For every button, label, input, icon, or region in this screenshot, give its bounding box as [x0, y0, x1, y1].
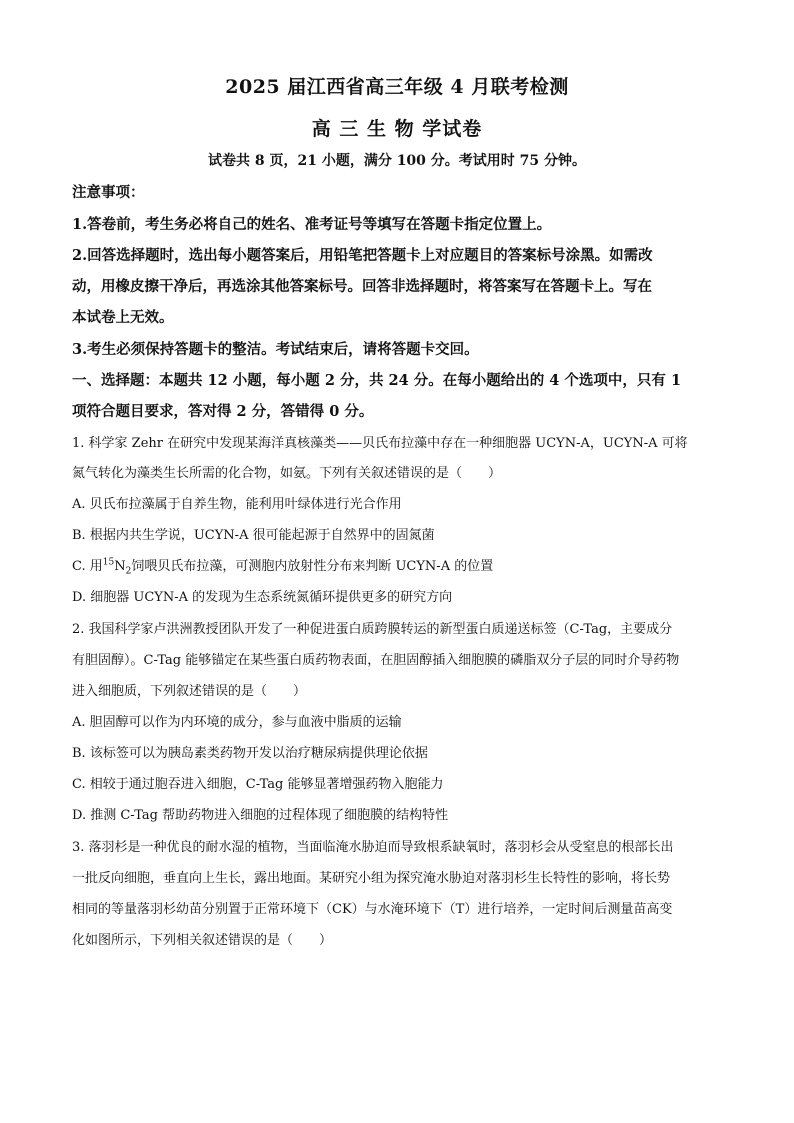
exam-title: 2025 届江西省高三年级 4 月联考检测 [225, 76, 569, 98]
q1-option-c [72, 555, 732, 577]
q2-option-b: B. 该标签可以为胰岛素类药物开发以治疗糖尿病提供理论依据 [72, 746, 428, 761]
q2-option-c: C. 相较于通过胞吞进入细胞，C-Tag 能够显著增强药物入胞能力 [72, 777, 444, 792]
note-item-2-line-1: 2.回答选择题时，选出每小题答案后，用铅笔把答题卡上对应题目的答案标号涂黑。如需改 [72, 247, 653, 264]
q2-stem-line-3: 进入细胞质，下列叙述错误的是（ ） [72, 684, 307, 699]
q3-stem-line-2: 一批反向细胞，垂直向上生长，露出地面。某研究小组为探究淹水胁迫对落羽杉生长特性的影响，将长势 [72, 871, 671, 886]
q3-stem-line-1: 3. 落羽杉是一种优良的耐水湿的植物，当面临淹水胁迫而导致根系缺氧时，落羽杉会从受窒息的根部长出 [72, 840, 674, 855]
q1-option-b: B. 根据内共生学说，UCYN-A 很可能起源于自然界中的固氮菌 [72, 528, 435, 543]
exam-info: 试卷共 8 页，21 小题，满分 100 分。考试用时 75 分钟。 [207, 153, 587, 169]
note-item-3: 3.考生必须保持答题卡的整洁。考试结束后，请将答题卡交回。 [72, 341, 479, 358]
q1-stem-line-1: 1. 科学家 Zehr 在研究中发现某海洋真核藻类——贝氏布拉藻中存在一种细胞器 UCYN-A，UCYN-A 可将 [72, 436, 688, 451]
section-1-heading-line-2: 项符合题目要求，答对得 2 分，答错得 0 分。 [72, 403, 374, 420]
note-item-2-line-3: 本试卷上无效。 [72, 309, 174, 326]
q3-stem-line-4: 化如图所示，下列相关叙述错误的是（ ） [72, 933, 333, 948]
note-item-1: 1.答卷前，考生务必将自己的姓名、准考证号等填写在答题卡指定位置上。 [72, 216, 552, 233]
q1-stem-line-2: 氮气转化为藻类生长所需的化合物，如氨。下列有关叙述错误的是（ ） [72, 466, 502, 481]
q1-option-d: D. 细胞器 UCYN-A 的发现为生态系统氮循环提供更多的研究方向 [72, 590, 453, 605]
section-1-heading-line-1: 一、选择题：本题共 12 小题，每小题 2 分，共 24 分。在每小题给出的 4 个选项中，只有 1 [72, 372, 682, 389]
q1-option-c-rest: 饲喂贝氏布拉藻，可测胞内放射性分布来判断 UCYN-A 的位置 [131, 559, 494, 574]
q2-stem-line-2: 有胆固醇）。C-Tag 能够锚定在某些蛋白质药物表面，在胆固醇插入细胞膜的磷脂双分子层的同时介导药物 [72, 653, 680, 668]
isotope-mass-number: 15 [102, 557, 115, 568]
q2-option-d: D. 推测 C-Tag 帮助药物进入细胞的过程体现了细胞膜的结构特性 [72, 808, 449, 823]
q2-option-a: A. 胆固醇可以作为内环境的成分，参与血液中脂质的运输 [72, 715, 402, 730]
exam-subject: 高 三 生 物 学试卷 [311, 118, 483, 140]
notes-heading: 注意事项： [72, 184, 145, 201]
q2-stem-line-1: 2. 我国科学家卢洪洲教授团队开发了一种促进蛋白质跨膜转运的新型蛋白质递送标签（C-Tag，主要成分 [72, 622, 673, 637]
q1-option-a: A. 贝氏布拉藻属于自养生物，能利用叶绿体进行光合作用 [72, 497, 402, 512]
note-item-2-line-2: 动，用橡皮擦干净后，再选涂其他答案标号。回答非选择题时，将答案写在答题卡上。写在 [72, 278, 652, 295]
element-symbol: N [114, 559, 126, 574]
q1-option-c-prefix: C. 用 [72, 559, 103, 574]
q3-stem-line-3: 相同的等量落羽杉幼苗分别置于正常环境下（CK）与水淹环境下（T）进行培养，一定时间后测量苗高变 [72, 902, 673, 917]
molecule-subscript: 2 [125, 566, 132, 577]
